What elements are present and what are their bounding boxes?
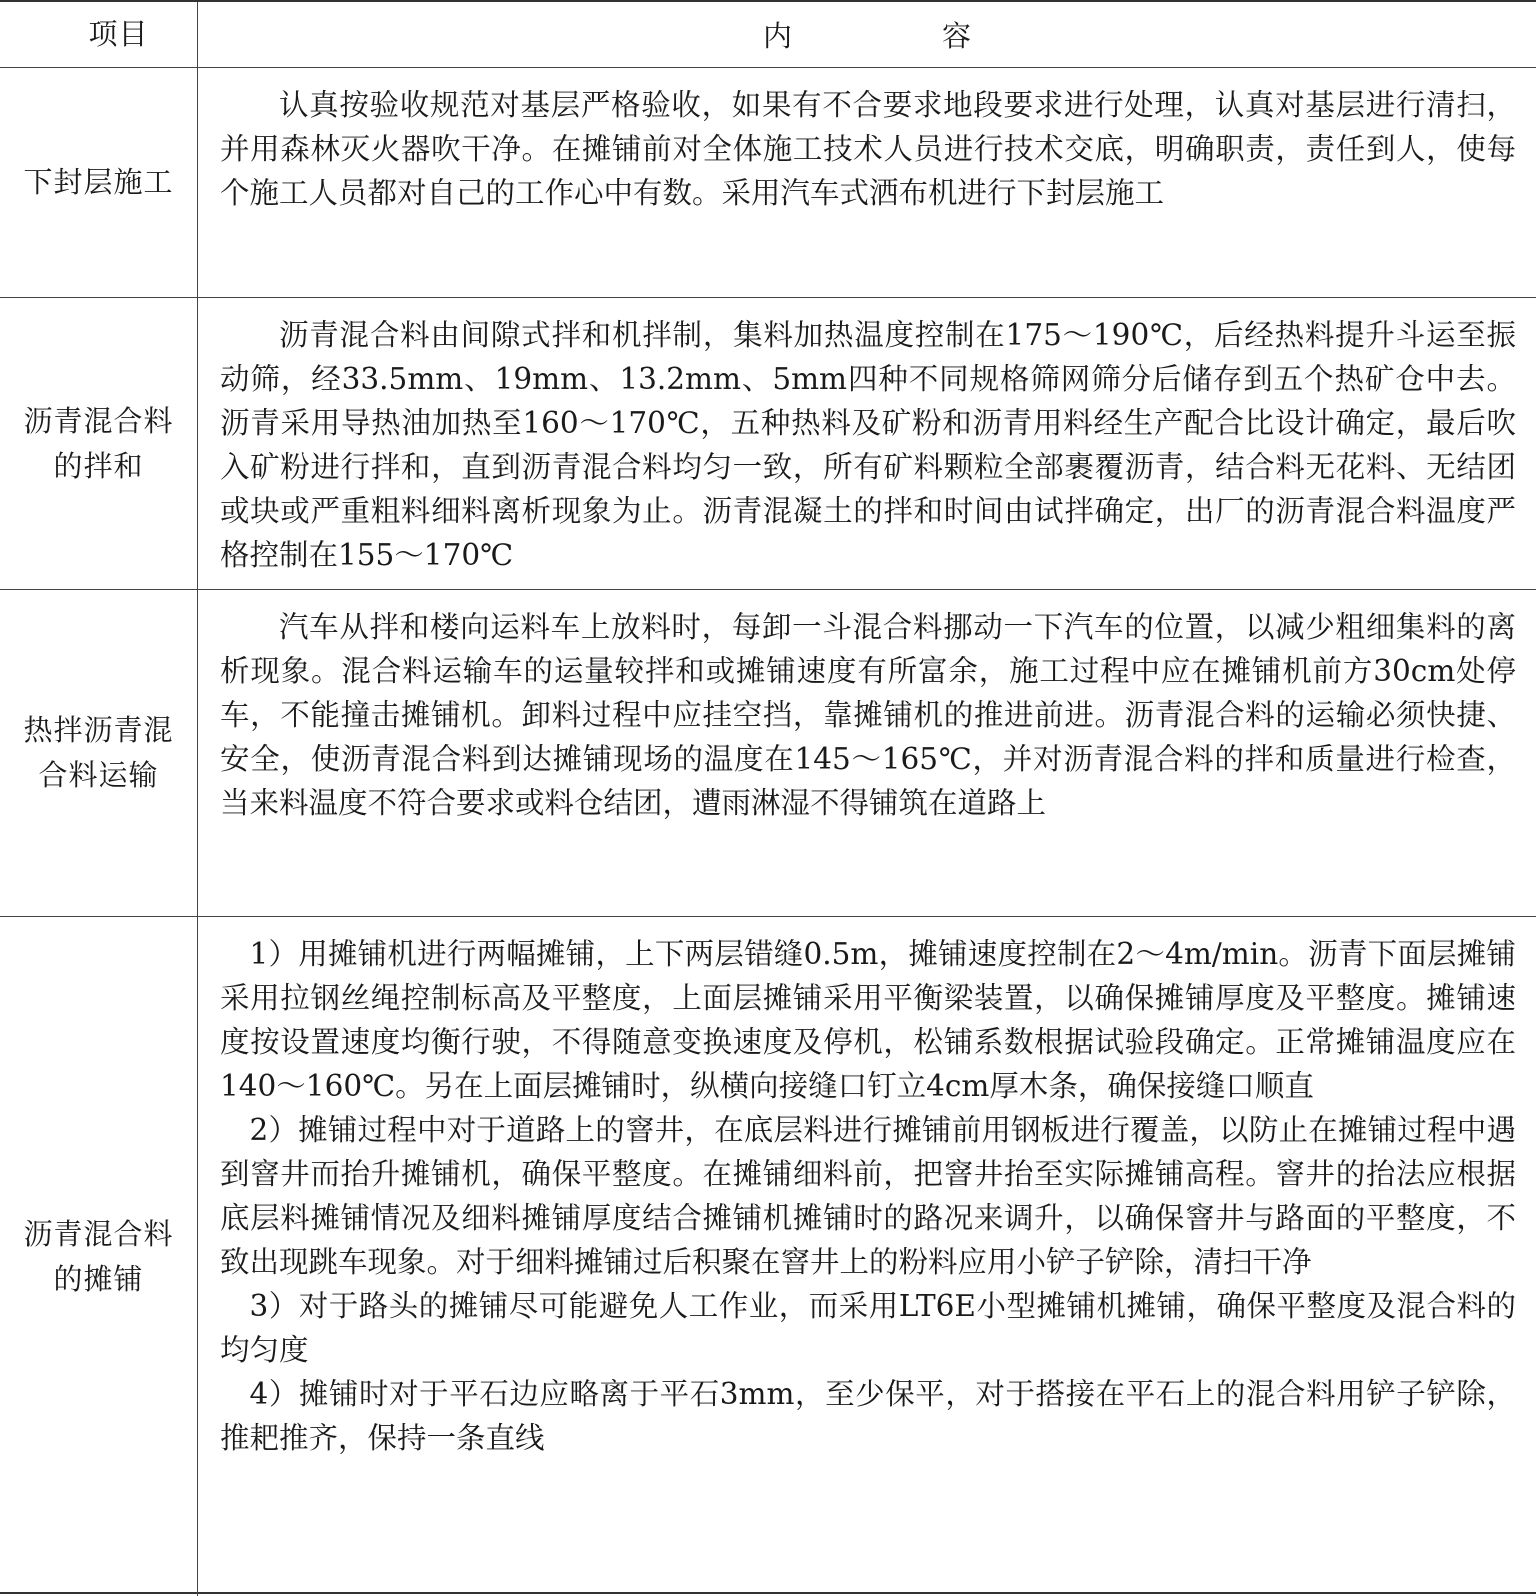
row-item-label: 热拌沥青混合料运输: [23, 713, 174, 792]
content-paragraph: 3）对于路头的摊铺尽可能避免人工作业，而采用LT6E小型摊铺机摊铺，确保平整度及混合料的均匀度: [220, 1289, 1516, 1367]
row-item-cell: [0, 917, 198, 1596]
content-paragraph: 2）摊铺过程中对于道路上的窨井，在底层料进行摊铺前用钢板进行覆盖，以防止在摊铺过程中遇到窨井而抬升摊铺机，确保平整度。在摊铺细料前，把窨井抬至实际摊铺高程。窨井的抬法应根据底层料摊铺情况及细料摊铺厚度结合摊铺机摊铺时的路况来调升，以确保窨井与路面的平整度，不致出现跳车现象。对于细料摊铺过后积聚在窨井上的粉料应用小铲子铲除，清扫干净: [220, 1113, 1516, 1279]
row-content-cell: [198, 298, 1536, 590]
header-content-cell: [198, 2, 1536, 68]
content-paragraph: 4）摊铺时对于平石边应略离于平石3mm，至少保平，对于搭接在平石上的混合料用铲子铲除，推耙推齐，保持一条直线: [220, 1377, 1516, 1455]
content-paragraph: 沥青混合料由间隙式拌和机拌制，集料加热温度控制在175～190℃，后经热料提升斗运至振动筛，经33.5mm、19mm、13.2mm、5mm四种不同规格筛网筛分后储存到五个热矿仓中去。沥青采用导热油加热至160～170℃，五种热料及矿粉和沥青用料经生产配合比设计确定，最后吹入矿粉进行拌和，直到沥青混合料均匀一致，所有矿料颗粒全部裹覆沥青，结合料无花料、无结团或块或严重粗料细料离析现象为止。沥青混凝土的拌和时间由试拌确定，出厂的沥青混合料温度严格控制在155～170℃: [220, 318, 1516, 572]
content-paragraph: 认真按验收规范对基层严格验收，如果有不合要求地段要求进行处理，认真对基层进行清扫，并用森林灭火器吹干净。在摊铺前对全体施工技术人员进行技术交底，明确职责，责任到人，使每个施工人员都对自己的工作心中有数。采用汽车式洒布机进行下封层施工: [220, 88, 1516, 210]
header-content-label: 内容: [762, 19, 1121, 53]
row-item-cell: [0, 298, 198, 590]
content-paragraph: 汽车从拌和楼向运料车上放料时，每卸一斗混合料挪动一下汽车的位置，以减少粗细集料的离析现象。混合料运输车的运量较拌和或摊铺速度有所富余，施工过程中应在摊铺机前方30cm处停车，不能撞击摊铺机。卸料过程中应挂空挡，靠摊铺机的推进前进。沥青混合料的运输必须快捷、安全，使沥青混合料到达摊铺现场的温度在145～165℃，并对沥青混合料的拌和质量进行检查，当来料温度不符合要求或料仓结团，遭雨淋湿不得铺筑在道路上: [220, 610, 1516, 820]
header-item-cell: [0, 2, 198, 68]
header-item-label: 项目: [88, 17, 149, 51]
row-content-cell: [198, 590, 1536, 917]
row-item-cell: [0, 68, 198, 298]
row-item-label: 沥青混合料的拌和: [23, 403, 174, 483]
content-paragraph: 1）用摊铺机进行两幅摊铺，上下两层错缝0.5m，摊铺速度控制在2～4m/min。沥青下面层摊铺采用拉钢丝绳控制标高及平整度，上面层摊铺采用平衡梁装置，以确保摊铺厚度及平整度。摊铺速度按设置速度均衡行驶，不得随意变换速度及停机，松铺系数根据试验段确定。正常摊铺温度应在140～160℃。另在上面层摊铺时，纵横向接缝口钉立4cm厚木条，确保接缝口顺直: [220, 937, 1516, 1103]
row-content-cell: [198, 68, 1536, 298]
row-item-label: 沥青混合料的摊铺: [23, 1216, 174, 1296]
row-content-cell: [198, 917, 1536, 1596]
row-item-cell: [0, 590, 198, 917]
row-item-label: 下封层施工: [23, 165, 174, 199]
